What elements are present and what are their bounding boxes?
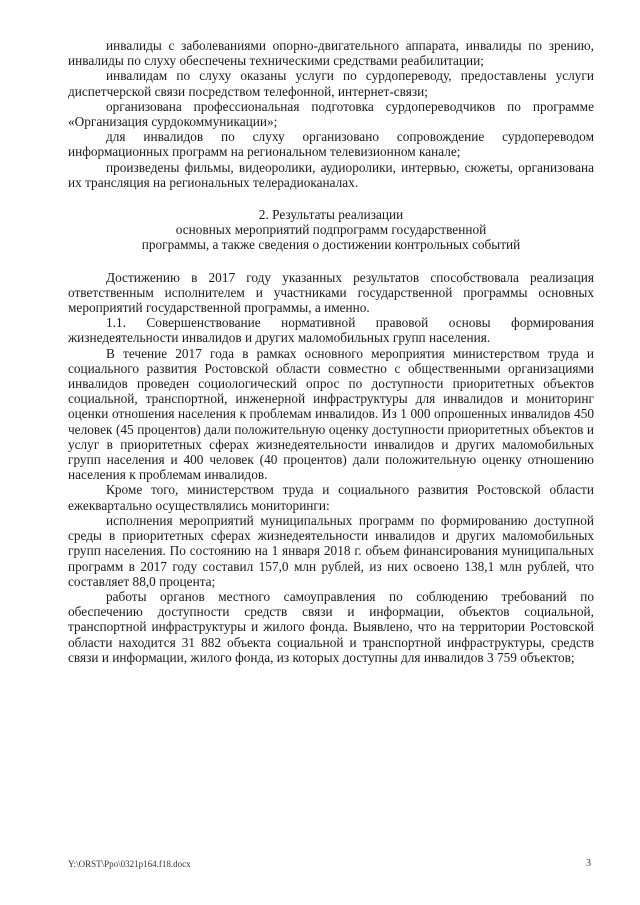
section-heading-line: 2. Результаты реализации [258,207,404,223]
paragraph: работы органов местного самоуправления по соблюдению требований по обеспечению доступности средств связи и информации, объектов социальной, транспортной инфраструктуры и жилого фонда. Выявлено, что на территории Ростовской области находится 31 882 объекта социальной и транспортной инфраструктуры, средств связи и информации, жилого фонда, из которых доступны для инвалидов 3 759 объектов; [68,588,594,665]
paragraph: Достижению в 2017 году указанных результатов способствовала реализация ответственным исполнителем и участниками государственной программы основных мероприятий государственной программы, а именно. [68,269,594,316]
paragraph: организована профессиональная подготовка сурдопереводчиков по программе «Организация сурдокоммуникации»; [68,98,594,130]
document-body [68,38,594,665]
paragraph: для инвалидов по слуху организовано сопровождение сурдопереводом информационных программ на региональном телевизионном канале; [68,129,594,160]
paragraph: 1.1. Совершенствование нормативной правовой основы формирования жизнедеятельности инвалидов и других маломобильных групп населения. [68,315,594,346]
paragraph: исполнения мероприятий муниципальных программ по формированию доступной среды в приоритетных сферах жизнедеятельности инвалидов и других маломобильных групп населения. По состоянию на 1 января 2018 г. объем финансирования муниципальных программ в 2017 году составил 157,0 млн рублей, из них освоено 138,1 млн рублей, что составляет 88,0 процента; [68,512,594,589]
section-heading [68,207,594,253]
paragraph: Кроме того, министерством труда и социального развития Ростовской области ежеквартально осуществлялись мониторинги: [68,482,594,513]
section-heading-line: программы, а также сведения о достижении контрольных событий [141,237,521,253]
page-number: 3 [586,858,591,869]
paragraph: инвалидам по слуху оказаны услуги по сурдопереводу, предоставлены услуги диспетчерской связи посредством телефонной, интернет-связи; [68,68,594,99]
footer-file-path: Y:\ORST\Ppo\0321p164.f18.docx [68,859,191,869]
paragraph: произведены фильмы, видеоролики, аудиоролики, интервью, сюжеты, организована их трансляция на региональных телерадиоканалах. [68,159,594,190]
paragraph: инвалиды с заболеваниями опорно-двигательного аппарата, инвалиды по зрению, инвалиды по слуху обеспечены техническими средствами реабилитации; [68,38,594,69]
section-heading-line: основных мероприятий подпрограмм государственной [175,222,487,238]
paragraph: В течение 2017 года в рамках основного мероприятия министерством труда и социального развития Ростовской области совместно с общественными организациями инвалидов проведен социологический опрос по доступности приоритетных объектов социальной, транспортной, инженерной инфраструктуры для инвалидов и мониторинг оценки отношения населения к проблемам инвалидов. Из 1 000 опрошенных инвалидов 450 человек (45 процентов) дали положительную оценку доступности приоритетных объектов и услуг в приоритетных сферах жизнедеятельности инвалидов и других маломобильных групп населения и 400 человек (40 процентов) дали положительную оценку отношению населения к проблемам инвалидов. [68,345,594,483]
